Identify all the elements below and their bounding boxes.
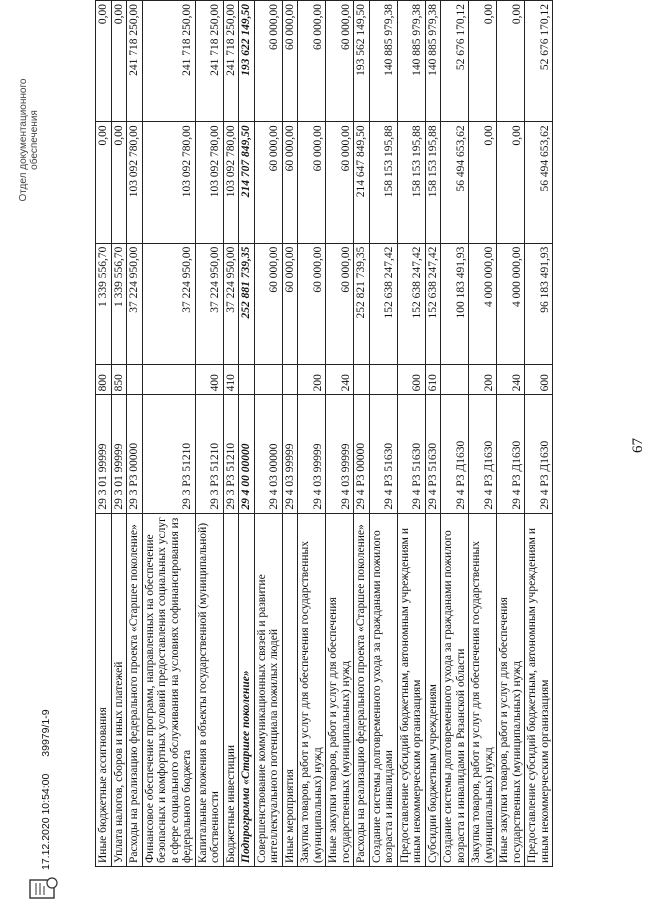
cell-expense-type: 200	[469, 364, 497, 394]
cell-expense-type: 600	[397, 364, 425, 394]
cell-expense-type: 610	[425, 364, 441, 394]
cell-target-code: 29 4 P3 Д1630	[441, 395, 469, 513]
cell-amount-1: 4 000 000,00	[497, 243, 525, 364]
cell-amount-1: 60 000,00	[254, 243, 282, 364]
cell-amount-1: 37 224 950,00	[142, 243, 195, 364]
cell-amount-2: 103 092 780,00	[127, 122, 143, 243]
cell-target-code: 29 4 P3 Д1630	[469, 395, 497, 513]
cell-amount-3: 52 676 170,12	[525, 1, 553, 122]
cell-amount-1: 100 183 491,93	[441, 243, 469, 364]
cell-name: Бюджетные инвестиции	[223, 513, 239, 866]
cell-name: Совершенствование коммуникационных связей и развитие интеллектуального потенциала пожилых людей	[254, 513, 282, 866]
cell-target-code: 29 4 P3 Д1630	[525, 395, 553, 513]
cell-amount-1: 4 000 000,00	[469, 243, 497, 364]
table-row	[525, 1, 553, 867]
cell-name: Подпрограмма «Старшее поколение»	[239, 513, 255, 866]
cell-expense-type	[354, 364, 370, 394]
cell-amount-1: 152 638 247,42	[425, 243, 441, 364]
cell-amount-3: 140 885 979,38	[397, 1, 425, 122]
table-row	[111, 1, 127, 867]
cell-amount-1: 96 183 491,93	[525, 243, 553, 364]
cell-amount-2: 214 707 849,50	[239, 122, 255, 243]
cell-amount-3: 241 718 250,00	[195, 1, 223, 122]
stamp-line-2: обеспечения	[29, 110, 40, 170]
cell-amount-2: 103 092 780,00	[195, 122, 223, 243]
table-row	[223, 1, 239, 867]
cell-amount-2: 0,00	[497, 122, 525, 243]
cell-name: Иные мероприятия	[282, 513, 298, 866]
cell-name: Иные закупки товаров, работ и услуг для обеспечения государственных (муниципальных) нужд	[326, 513, 354, 866]
cell-amount-1: 252 881 739,35	[239, 243, 255, 364]
cell-amount-2: 103 092 780,00	[142, 122, 195, 243]
cell-amount-1: 1 339 556,70	[96, 243, 112, 364]
cell-target-code: 29 3 01 99999	[96, 395, 112, 513]
cell-amount-2: 0,00	[111, 122, 127, 243]
cell-expense-type	[142, 364, 195, 394]
table-row	[239, 1, 255, 867]
cell-amount-3: 60 000,00	[282, 1, 298, 122]
table-row	[425, 1, 441, 867]
cell-amount-3: 241 718 250,00	[142, 1, 195, 122]
footer-doc-id: 39979/1-9	[40, 709, 52, 757]
table-row	[354, 1, 370, 867]
cell-target-code: 29 4 03 99999	[282, 395, 298, 513]
cell-target-code: 29 4 P3 Д1630	[497, 395, 525, 513]
cell-amount-1: 252 821 739,35	[354, 243, 370, 364]
table-row	[282, 1, 298, 867]
registry-stamp	[18, 55, 40, 225]
table-row	[369, 1, 397, 867]
cell-amount-3: 0,00	[111, 1, 127, 122]
cell-amount-3: 0,00	[96, 1, 112, 122]
cell-amount-3: 60 000,00	[298, 1, 326, 122]
table-row	[497, 1, 525, 867]
table-row	[397, 1, 425, 867]
table-row	[142, 1, 195, 867]
cell-amount-2: 214 647 849,50	[354, 122, 370, 243]
cell-expense-type	[282, 364, 298, 394]
cell-amount-3: 193 622 149,50	[239, 1, 255, 122]
cell-name: Создание системы долговременного ухода за гражданами пожилого возраста и инвалидами	[369, 513, 397, 866]
cell-amount-2: 0,00	[469, 122, 497, 243]
cell-expense-type	[239, 364, 255, 394]
cell-amount-3: 140 885 979,38	[369, 1, 397, 122]
cell-amount-1: 1 339 556,70	[111, 243, 127, 364]
cell-target-code: 29 4 P3 00000	[354, 395, 370, 513]
cell-name: Предоставление субсидий бюджетным, автономным учреждениям и иным некоммерческим организациям	[525, 513, 553, 866]
cell-amount-3: 60 000,00	[326, 1, 354, 122]
cell-expense-type: 850	[111, 364, 127, 394]
cell-amount-2: 60 000,00	[326, 122, 354, 243]
table-row	[127, 1, 143, 867]
footer-timestamp: 17.12.2020 10:54:00	[40, 773, 52, 870]
cell-amount-2: 60 000,00	[298, 122, 326, 243]
cell-amount-1: 60 000,00	[282, 243, 298, 364]
cell-amount-2: 0,00	[96, 122, 112, 243]
stamp-line-1: Отдел документационного	[18, 78, 29, 202]
cell-name: Субсидии бюджетным учреждениям	[425, 513, 441, 866]
cell-name: Уплата налогов, сборов и иных платежей	[111, 513, 127, 866]
table-row	[326, 1, 354, 867]
cell-name: Иные бюджетные ассигнования	[96, 513, 112, 866]
table-body	[96, 1, 553, 867]
cell-name: Закупка товаров, работ и услуг для обеспечения государственных (муниципальных) нужд	[469, 513, 497, 866]
cell-name: Закупка товаров, работ и услуг для обеспечения государственных (муниципальных) нужд	[298, 513, 326, 866]
cell-amount-2: 158 153 195,88	[397, 122, 425, 243]
table-row	[195, 1, 223, 867]
cell-target-code: 29 4 03 00000	[254, 395, 282, 513]
cell-amount-3: 60 000,00	[254, 1, 282, 122]
cell-amount-3: 0,00	[469, 1, 497, 122]
cell-expense-type	[369, 364, 397, 394]
document-system-logo-icon	[28, 875, 60, 901]
cell-target-code: 29 4 P3 51630	[369, 395, 397, 513]
page-number: 67	[630, 438, 646, 453]
cell-expense-type	[254, 364, 282, 394]
cell-expense-type	[441, 364, 469, 394]
cell-target-code: 29 4 00 00000	[239, 395, 255, 513]
table-row	[298, 1, 326, 867]
cell-amount-3: 241 718 250,00	[127, 1, 143, 122]
cell-amount-2: 60 000,00	[254, 122, 282, 243]
cell-amount-2: 158 153 195,88	[425, 122, 441, 243]
cell-target-code: 29 4 03 99999	[298, 395, 326, 513]
cell-expense-type: 800	[96, 364, 112, 394]
table-row	[469, 1, 497, 867]
cell-name: Создание системы долговременного ухода за гражданами пожилого возраста и инвалидами в Рязанской области	[441, 513, 469, 866]
cell-amount-1: 37 224 950,00	[223, 243, 239, 364]
table-row	[441, 1, 469, 867]
cell-name: Предоставление субсидий бюджетным, автономным учреждениям и иным некоммерческим организациям	[397, 513, 425, 866]
table-row	[96, 1, 112, 867]
cell-expense-type	[127, 364, 143, 394]
cell-amount-2: 56 494 653,62	[441, 122, 469, 243]
cell-amount-1: 60 000,00	[326, 243, 354, 364]
cell-name: Финансовое обеспечение программ, направленных на обеспечение безопасных и комфортных условий предоставления социальных услуг в сфере социального обслуживания на условиях софинансирования из федерального бюджета	[142, 513, 195, 866]
cell-amount-1: 60 000,00	[298, 243, 326, 364]
cell-amount-1: 152 638 247,42	[397, 243, 425, 364]
cell-target-code: 29 3 01 99999	[111, 395, 127, 513]
cell-name: Капитальные вложения в объекты государственной (муниципальной) собственности	[195, 513, 223, 866]
cell-amount-2: 56 494 653,62	[525, 122, 553, 243]
cell-target-code: 29 3 P3 00000	[127, 395, 143, 513]
cell-name: Расходы на реализацию федерального проекта «Старшее поколение»	[127, 513, 143, 866]
cell-target-code: 29 3 P3 51210	[195, 395, 223, 513]
cell-amount-1: 37 224 950,00	[195, 243, 223, 364]
cell-target-code: 29 4 03 99999	[326, 395, 354, 513]
cell-amount-2: 103 092 780,00	[223, 122, 239, 243]
cell-expense-type: 240	[326, 364, 354, 394]
cell-amount-1: 37 224 950,00	[127, 243, 143, 364]
cell-amount-3: 241 718 250,00	[223, 1, 239, 122]
cell-amount-1: 152 638 247,42	[369, 243, 397, 364]
budget-table	[95, 0, 553, 867]
cell-name: Иные закупки товаров, работ и услуг для обеспечения государственных (муниципальных) нужд	[497, 513, 525, 866]
cell-amount-3: 140 885 979,38	[425, 1, 441, 122]
cell-amount-3: 0,00	[497, 1, 525, 122]
table-row	[254, 1, 282, 867]
cell-expense-type: 410	[223, 364, 239, 394]
cell-expense-type: 600	[525, 364, 553, 394]
footer-meta	[40, 709, 52, 870]
cell-name: Расходы на реализацию федерального проекта «Старшее поколение»	[354, 513, 370, 866]
cell-expense-type: 400	[195, 364, 223, 394]
cell-amount-2: 60 000,00	[282, 122, 298, 243]
cell-target-code: 29 4 P3 51630	[425, 395, 441, 513]
cell-amount-2: 158 153 195,88	[369, 122, 397, 243]
cell-target-code: 29 3 P3 51210	[223, 395, 239, 513]
cell-amount-3: 52 676 170,12	[441, 1, 469, 122]
cell-target-code: 29 4 P3 51630	[397, 395, 425, 513]
cell-amount-3: 193 562 149,50	[354, 1, 370, 122]
cell-expense-type: 240	[497, 364, 525, 394]
cell-expense-type: 200	[298, 364, 326, 394]
cell-target-code: 29 3 P3 51210	[142, 395, 195, 513]
